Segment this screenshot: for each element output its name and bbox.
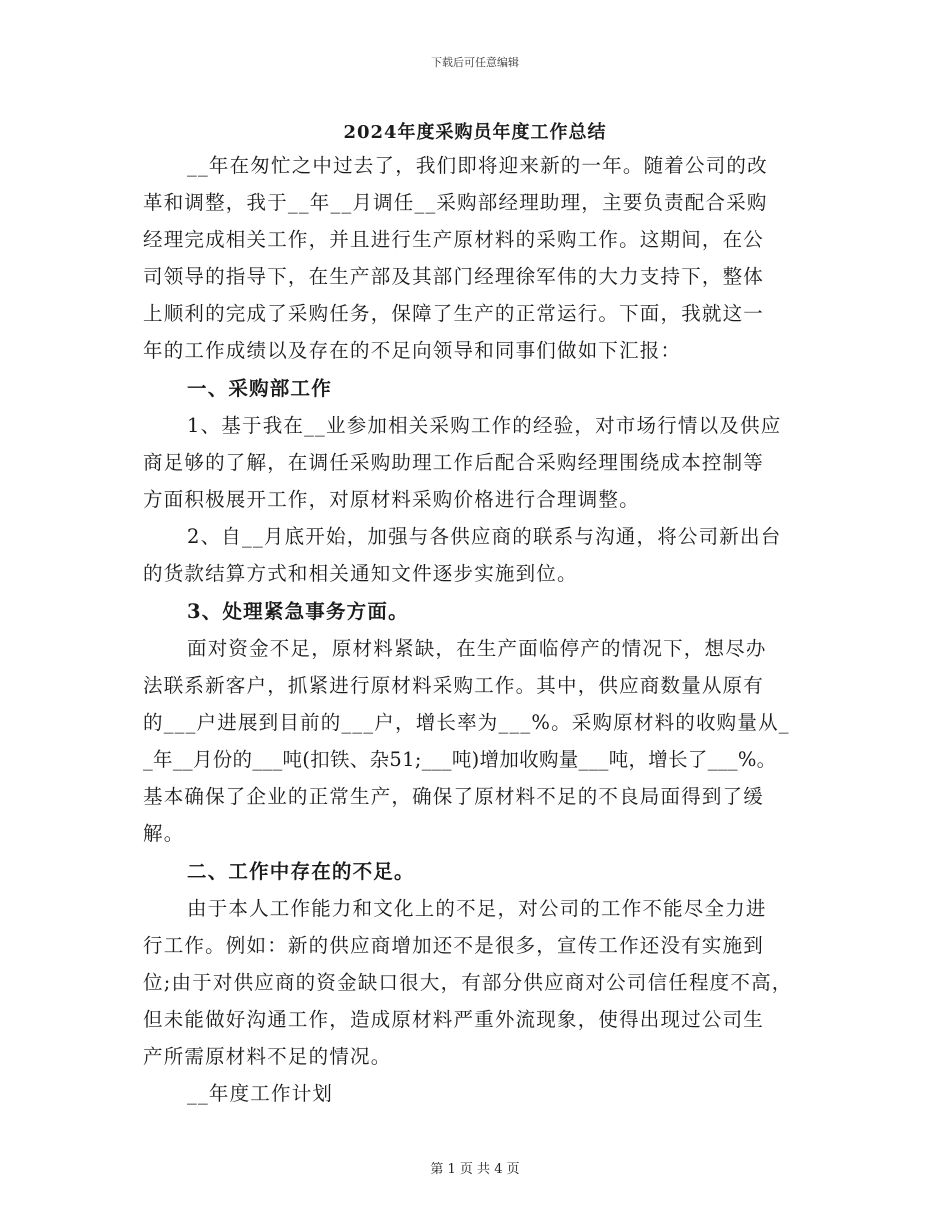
document-title: 2024年度采购员年度工作总结 bbox=[343, 122, 607, 143]
paragraph-line: 由于本人工作能力和文化上的不足，对公司的工作不能尽全力进 bbox=[187, 897, 767, 920]
paragraph-line: 但未能做好沟通工作，造成原材料严重外流现象，使得出现过公司生 bbox=[143, 1008, 765, 1031]
paragraph-line: 1、基于我在__业参加相关采购工作的经验，对市场行情以及供应 bbox=[187, 414, 782, 437]
section-heading: 3、处理紧急事务方面。 bbox=[187, 600, 409, 623]
paragraph-line: _年__月份的___吨(扣铁、杂51;___吨)增加收购量___吨，增长了___%。 bbox=[143, 748, 777, 771]
paragraph-line: 产所需原材料不足的情况。 bbox=[143, 1045, 392, 1068]
paragraph-line: 方面积极展开工作，对原材料采购价格进行合理调整。 bbox=[143, 488, 640, 511]
paragraph-line: 的___户进展到目前的___户，增长率为___%。采购原材料的收购量从_ bbox=[143, 711, 790, 734]
paragraph-line: 2、自__月底开始，加强与各供应商的联系与沟通，将公司新出台 bbox=[187, 525, 782, 548]
page-number: 第 1 页 共 4 页 bbox=[430, 1162, 520, 1177]
paragraph-line: 司领导的指导下，在生产部及其部门经理徐军伟的大力支持下，整体 bbox=[143, 265, 765, 288]
paragraph-line: 经理完成相关工作，并且进行生产原材料的采购工作。这期间，在公 bbox=[143, 228, 765, 251]
paragraph-line: 革和调整，我于__年__月调任__采购部经理助理，主要负责配合采购 bbox=[143, 191, 768, 214]
paragraph-line: 上顺利的完成了采购任务，保障了生产的正常运行。下面，我就这一 bbox=[143, 302, 765, 325]
paragraph-line: __年度工作计划 bbox=[187, 1082, 334, 1105]
paragraph-line: 面对资金不足，原材料紧缺，在生产面临停产的情况下，想尽办 bbox=[187, 637, 767, 660]
paragraph-line: 解。 bbox=[143, 822, 185, 845]
paragraph-line: 位;由于对供应商的资金缺口很大，有部分供应商对公司信任程度不高， bbox=[143, 971, 793, 994]
paragraph-line: 行工作。例如：新的供应商增加还不是很多，宣传工作还没有实施到 bbox=[143, 934, 765, 957]
section-heading: 二、工作中存在的不足。 bbox=[187, 860, 415, 883]
paragraph-line: __年在匆忙之中过去了，我们即将迎来新的一年。随着公司的改 bbox=[187, 154, 768, 177]
paragraph-line: 基本确保了企业的正常生产，确保了原材料不足的不良局面得到了缓 bbox=[143, 785, 765, 808]
paragraph-line: 法联系新客户，抓紧进行原材料采购工作。其中，供应商数量从原有 bbox=[143, 674, 765, 697]
section-heading: 一、采购部工作 bbox=[187, 377, 332, 400]
header-note: 下载后可任意编辑 bbox=[431, 56, 519, 69]
paragraph-line: 商足够的了解，在调任采购助理工作后配合采购经理围绕成本控制等 bbox=[143, 451, 765, 474]
paragraph-line: 的货款结算方式和相关通知文件逐步实施到位。 bbox=[143, 562, 578, 585]
paragraph-line: 年的工作成绩以及存在的不足向领导和同事们做如下汇报： bbox=[143, 339, 682, 362]
